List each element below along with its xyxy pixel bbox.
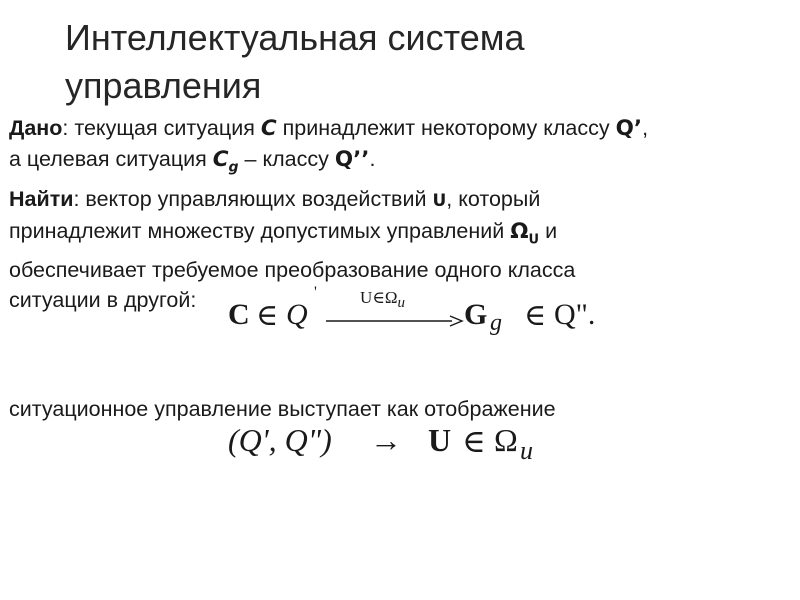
given-text-5: – классу xyxy=(238,147,335,171)
mapping-arrow: → xyxy=(370,422,402,458)
mapping-formula xyxy=(228,420,628,472)
mapping-u: U xyxy=(428,422,452,458)
omega-sub: U xyxy=(528,232,540,248)
slide-title xyxy=(65,14,765,110)
find-text-2: , который xyxy=(446,187,541,211)
title-line-2: управления xyxy=(65,65,262,106)
situation-cg-sub: g xyxy=(228,159,239,176)
find-line-4: ситуации в другой: xyxy=(9,288,197,313)
mapping-in: ∈ xyxy=(462,423,486,459)
find-label: Найти xyxy=(9,187,74,211)
given-line-1 xyxy=(9,113,789,144)
formula-q2: Q". xyxy=(554,298,596,331)
formula-in-1: ∈ xyxy=(256,299,279,332)
find-line-3: обеспечивает требуемое преобразование одного класса xyxy=(9,258,576,283)
given-text-2: принадлежит некоторому классу xyxy=(276,116,616,140)
given-line-2 xyxy=(9,144,789,182)
class-q2: Q’’ xyxy=(334,147,370,172)
arrow-label-u: U∈Ω xyxy=(360,288,398,307)
situation-cg: C xyxy=(212,147,229,172)
mapping-omega: Ω xyxy=(494,422,518,458)
given-text-4: а целевая ситуация xyxy=(9,147,213,171)
class-q1: Q’ xyxy=(615,116,643,141)
arrow-label xyxy=(360,288,405,312)
given-text-1: : текущая ситуация xyxy=(62,116,261,140)
formula-prime: ' xyxy=(314,284,317,301)
transformation-formula xyxy=(228,284,648,340)
formula-g: G xyxy=(464,298,488,331)
find-line-2 xyxy=(9,216,789,255)
find-line-1 xyxy=(9,184,789,216)
mapping-omega-sub: u xyxy=(520,436,533,465)
formula-in-2: ∈ xyxy=(524,299,547,332)
given-paragraph xyxy=(9,113,789,182)
find-text-1: : вектор управляющих воздействий xyxy=(73,187,433,211)
title-line-1: Интеллектуальная система xyxy=(65,17,525,58)
given-text-6: . xyxy=(369,147,376,171)
mapping-text: ситуационное управление выступает как отображение xyxy=(9,397,556,421)
given-label: Дано xyxy=(9,116,63,140)
mapping-lhs: (Q', Q") xyxy=(228,422,332,458)
omega-symbol: Ω xyxy=(510,219,529,244)
formula-q: Q xyxy=(286,298,308,331)
vector-u: U xyxy=(432,191,447,211)
given-text-3: , xyxy=(642,116,649,140)
find-text-4: и xyxy=(539,219,558,243)
transformation-arrow xyxy=(326,314,464,328)
formula-g-sub: g xyxy=(490,310,502,336)
arrow-label-sub: u xyxy=(397,295,405,311)
find-text-3: принадлежит множеству допустимых управлений xyxy=(9,219,511,243)
formula-c: C xyxy=(228,298,250,331)
situation-c: C xyxy=(260,116,277,141)
